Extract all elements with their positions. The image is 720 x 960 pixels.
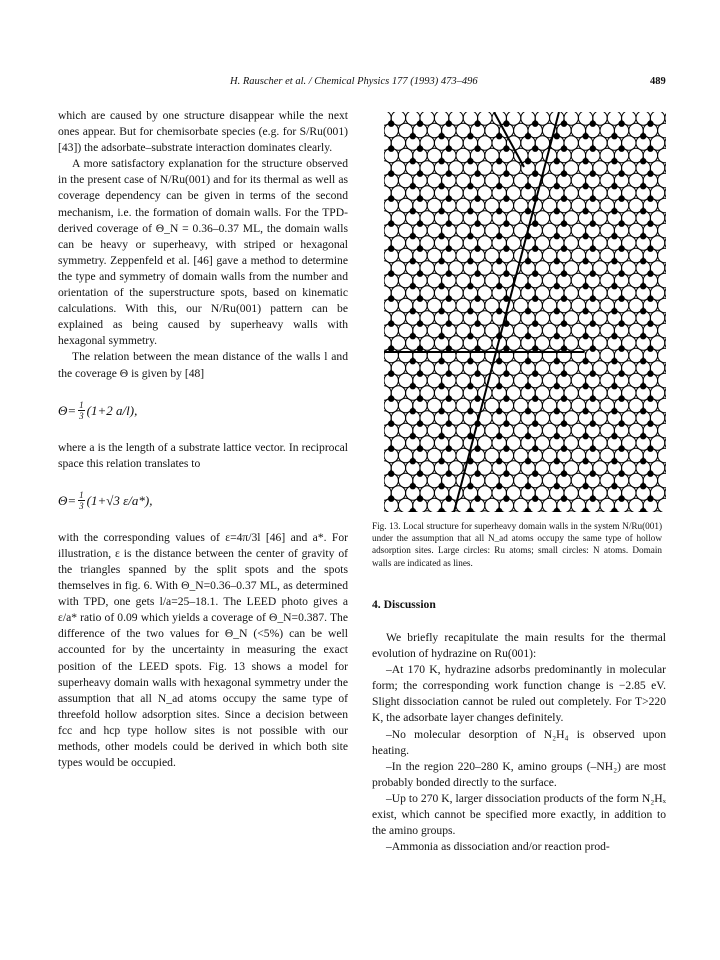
ru-atom-circle [449,211,463,225]
ru-atom-circle [506,461,520,475]
ru-atom-circle [650,486,664,500]
ru-atom-circle [420,361,434,375]
ru-atom-circle [650,286,664,300]
ru-atom-circle [391,136,405,150]
page-number: 489 [650,76,666,87]
ru-atom-circle [622,436,636,450]
running-title: H. Rauscher et al. / Chemical Physics 177 (1993) 473–496 [230,76,478,87]
ru-atom-circle [535,311,549,325]
ru-atom-circle [420,236,434,250]
ru-atom-circle [506,161,520,175]
ru-atom-circle [622,361,636,375]
ru-atom-circle [478,461,492,475]
ru-atom-circle [593,486,607,500]
list-item: –In the region 220–280 K, amino groups (–NH₂) are most probably bonded directly to the surface. [372,759,666,789]
ru-atom-circle [478,211,492,225]
right-column [372,630,666,855]
ru-atom-circle [420,386,434,400]
ru-atom-circle [593,236,607,250]
ru-atom-circle [593,511,607,512]
ru-atom-circle [506,436,520,450]
ru-atom-circle [449,261,463,275]
ru-atom-circle [384,511,391,512]
ru-atom-circle [650,361,664,375]
ru-atom-circle [564,336,578,350]
ru-atom-circle [449,336,463,350]
ru-atom-circle [449,436,463,450]
ru-atom-circle [564,236,578,250]
ru-atom-circle [391,311,405,325]
ru-atom-circle [622,311,636,325]
ru-atom-circle [564,436,578,450]
ru-atom-circle [535,286,549,300]
ru-atom-circle [564,461,578,475]
ru-atom-circle [650,511,664,512]
paragraph: where a is the length of a substrate lattice vector. In reciprocal space this relation translates to [58,440,348,470]
ru-atom-circle [506,186,520,200]
paragraph: A more satisfactory explanation for the structure observed in the present case of N/Ru(001) and for its thermal as well as coverage dependency can be given in terms of the second mechanism, i.e. the formation of domain walls. For the TPD-derived coverage of Θ_N = 0.36–0.37 ML, the domain walls can be heavy or superheavy, with striped or hexagonal symmetry. Zeppenfeld et al. [46] gave a method to determine the type and symmetry of domain walls from the number and orientation of the superstructure spots, based on kinematic calculations. With this, our N/Ru(001) pattern can be explained as being caused by superheavy walls with hexagonal symmetry. [58,157,348,348]
ru-atom-circle [449,186,463,200]
ru-atom-circle [622,336,636,350]
ru-atom-circle [478,486,492,500]
ru-atom-circle [478,336,492,350]
ru-atom-circle [535,486,549,500]
ru-atom-circle [650,336,664,350]
equation-1 [58,396,348,426]
ru-atom-circle [622,261,636,275]
ru-atom-circle [449,411,463,425]
ru-atom-circle [420,511,434,512]
list-item: –Ammonia as dissociation and/or reaction prod- [386,840,610,854]
ru-atom-circle [391,236,405,250]
ru-atom-circle [593,386,607,400]
ru-atom-circle [593,461,607,475]
ru-atom-circle [420,411,434,425]
running-header [0,76,720,92]
ru-atom-circle [449,461,463,475]
ru-atom-circle [564,511,578,512]
ru-atom-circle [391,211,405,225]
ru-atom-circle [564,486,578,500]
equation-body: (1+√3 ε/a*), [86,492,153,508]
ru-atom-circle [593,411,607,425]
ru-atom-circle [622,511,636,512]
ru-atom-circle [564,161,578,175]
ru-atom-circle [593,211,607,225]
paragraph: The relation between the mean distance of the walls l and the coverage Θ is given by [48] [58,350,348,380]
ru-atom-circle [564,136,578,150]
ru-atom-circle [650,236,664,250]
ru-atom-circle [391,486,405,500]
ru-atom-circle [506,311,520,325]
ru-atom-circle [535,386,549,400]
ru-atom-circle [564,286,578,300]
ru-atom-circle [506,486,520,500]
ru-atom-circle [449,136,463,150]
figure-caption: Fig. 13. Local structure for superheavy domain walls in the system N/Ru(001) under the assumption that all N_ad atoms occupy the same type of hollow adsorption sites. Large circles: Ru atoms; small circles: N atoms. Domain walls are indicated as lines. [372,521,662,568]
ru-atom-circle [420,336,434,350]
ru-atom-circle [449,161,463,175]
ru-atom-circle [420,286,434,300]
ru-atom-circle [391,461,405,475]
ru-atom-circle [478,161,492,175]
ru-atom-circle [622,286,636,300]
ru-atom-circle [564,386,578,400]
ru-atom-circle [478,236,492,250]
left-column [58,108,348,771]
ru-atom-circle [622,486,636,500]
ru-atom-circle [506,361,520,375]
ru-atom-circle [420,436,434,450]
paragraph: We briefly recapitulate the main results for the thermal evolution of hydrazine on Ru(001): [372,631,666,661]
ru-atom-circle [449,311,463,325]
ru-atom-circle [391,411,405,425]
equation-lhs: Θ= [58,492,77,508]
ru-atom-circle [391,436,405,450]
ru-atom-circle [622,211,636,225]
ru-atom-circle [535,361,549,375]
ru-atom-circle [665,511,666,512]
ru-atom-circle [420,261,434,275]
ru-atom-circle [506,236,520,250]
ru-atom-circle [420,186,434,200]
list-item: –At 170 K, hydrazine adsorbs predominantly in molecular form; the corresponding work function change is −2.85 eV. Slight dissociation cannot be ruled out completely. For T>220 K, the adsorbate layer changes definitely. [372,663,666,725]
ru-atom-circle [622,161,636,175]
ru-atom-circle [564,211,578,225]
ru-atom-circle [506,511,520,512]
ru-atom-circle [535,136,549,150]
ru-atom-circle [478,511,492,512]
ru-atom-circle [391,286,405,300]
ru-atom-circle [622,236,636,250]
list-item: –Up to 270 K, larger dissociation products of the form N₂Hₓ exist, which cannot be specified more exactly, in addition to the amino groups. [372,791,666,838]
ru-atom-circle [650,436,664,450]
ru-atom-circle [391,186,405,200]
ru-atom-circle [420,461,434,475]
ru-atom-circle [535,336,549,350]
ru-atom-circle [420,136,434,150]
ru-atom-circle [650,186,664,200]
ru-atom-circle [478,311,492,325]
ru-atom-circle [650,261,664,275]
ru-atom-circle [622,186,636,200]
ru-atom-circle [593,436,607,450]
ru-atom-circle [391,386,405,400]
ru-atom-circle [391,161,405,175]
ru-atom-circle [535,211,549,225]
ru-atom-circle [391,511,405,512]
ru-atom-circle [593,361,607,375]
ru-atom-circle [593,161,607,175]
lattice-atoms [384,112,666,512]
ru-atom-circle [420,486,434,500]
ru-atom-circle [449,511,463,512]
ru-atom-circle [564,361,578,375]
ru-atom-circle [535,511,549,512]
ru-atom-circle [420,311,434,325]
ru-atom-circle [449,361,463,375]
ru-atom-circle [650,386,664,400]
ru-atom-circle [650,161,664,175]
ru-atom-circle [449,286,463,300]
ru-atom-circle [650,411,664,425]
ru-atom-circle [564,261,578,275]
ru-atom-circle [593,286,607,300]
ru-atom-circle [449,236,463,250]
ru-atom-circle [622,411,636,425]
ru-atom-circle [650,311,664,325]
ru-atom-circle [420,161,434,175]
ru-atom-circle [535,236,549,250]
equation-lhs: Θ= [58,402,77,418]
fraction-one-third: $\frac{1}{3}$ [79,400,84,422]
ru-atom-circle [506,336,520,350]
ru-atom-circle [535,461,549,475]
ru-atom-circle [535,411,549,425]
paragraph: with the corresponding values of ε=4π/3l [46] and a*. For illustration, ε is the distance between the center of gravity of the triangles spanned by the split spots and the spots themselves in fig. 6. With Θ_N=0.36–0.37 ML, as determined with TPD, one gets l/a=25–18.1. The LEED photo gives a ε/a* ratio of 0.09 which yields a coverage of Θ_N=0.387. The difference of the two values for Θ_N (<5%) can be well accounted for by the uncertainty in measuring the exact position of the LEED spots. Fig. 13 shows a model for superheavy domain walls with hexagonal symmetry under the assumption that all N_ad atoms occupy the same type of threefold hollow adsorption sites. Since a decision between fcc and hcp type hollow sites is not possible with our methods, other models could be derived in which both site types would be occupied. [58,530,348,770]
ru-atom-circle [449,386,463,400]
ru-atom-circle [622,136,636,150]
fraction-one-third: $\frac{1}{3}$ [79,490,84,512]
section-heading: 4. Discussion [372,598,436,611]
ru-atom-circle [535,261,549,275]
ru-atom-circle [391,261,405,275]
ru-atom-circle [506,211,520,225]
ru-atom-circle [593,136,607,150]
ru-atom-circle [478,261,492,275]
equation-body: (1+2 a/l), [86,402,138,418]
ru-atom-circle [506,411,520,425]
ru-atom-circle [650,211,664,225]
ru-atom-circle [564,186,578,200]
ru-atom-circle [478,286,492,300]
ru-atom-circle [593,261,607,275]
ru-atom-circle [478,436,492,450]
ru-atom-circle [391,336,405,350]
paragraph: which are caused by one structure disappear while the next ones appear. But for chemisorbate species (e.g. for S/Ru(001) [43]) the adsorbate–substrate interaction dominates clearly. [58,109,348,155]
ru-atom-circle [506,386,520,400]
ru-atom-circle [650,461,664,475]
lattice-figure [384,112,666,512]
ru-atom-circle [478,186,492,200]
ru-atom-circle [593,186,607,200]
ru-atom-circle [593,311,607,325]
list-item: –No molecular desorption of N₂H₄ is observed upon heating. [372,727,666,757]
ru-atom-circle [420,211,434,225]
ru-atom-circle [391,361,405,375]
ru-atom-circle [564,311,578,325]
ru-atom-circle [593,336,607,350]
equation-2 [58,486,348,516]
ru-atom-circle [564,411,578,425]
ru-atom-circle [650,136,664,150]
ru-atom-circle [622,386,636,400]
ru-atom-circle [535,436,549,450]
ru-atom-circle [478,136,492,150]
ru-atom-circle [622,461,636,475]
